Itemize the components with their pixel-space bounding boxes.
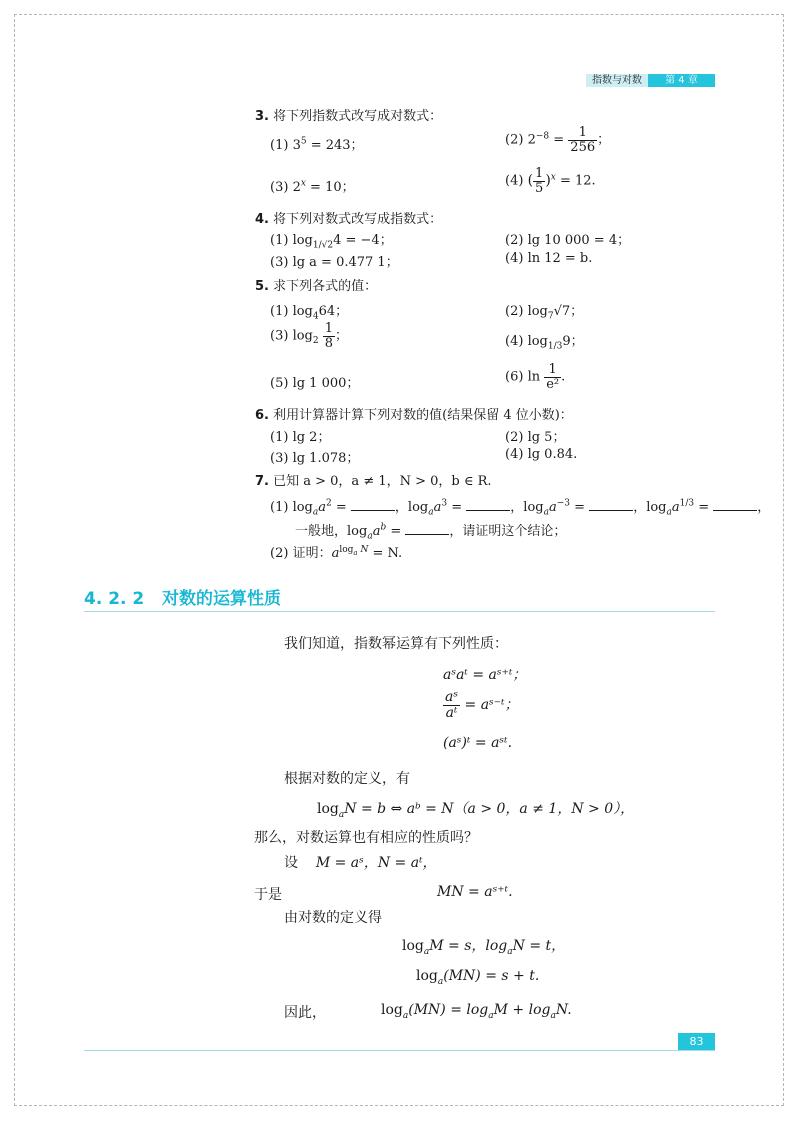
q6-item-3: (3) lg 1.078； (270, 451, 360, 466)
answer-blank[interactable] (713, 498, 757, 511)
section-divider (84, 611, 715, 612)
result-2: $\log_a(MN) = s + t$. (416, 968, 540, 987)
q4-item-4: (4) ln 12 = b. (505, 251, 593, 266)
so-word: 于是 (254, 887, 282, 903)
by-definition: 由对数的定义得 (284, 910, 382, 926)
formula-1: aˢaᵗ = aˢ⁺ᵗ； (443, 667, 527, 683)
so-expr: MN = aˢ⁺ᵗ. (437, 884, 513, 900)
section-heading: 4. 2. 2 对数的运算性质 (84, 589, 282, 609)
q4-item-3: (3) lg a = 0.477 1； (270, 255, 399, 270)
q5-item-2: (2) $\log_7√7$； (505, 304, 584, 322)
formula-2: $\frac{\text{aˢ}}{\text{aᵗ}}$ = aˢ⁻ᵗ； (445, 689, 519, 721)
page-number: 83 (678, 1033, 715, 1050)
running-header (586, 74, 715, 87)
q7-part-2: (2) 证明：$a^{log_a N} = N$. (270, 544, 403, 561)
definition-formula: $\log_aN = b$ ⇔ aᵇ = N（a > 0，a ≠ 1，N > 0）， (317, 801, 635, 820)
q7-part-1-line-2: 一般地，$\log_aa^b$ = ，请证明这个结论； (295, 522, 567, 542)
therefore-word: 因此， (284, 1005, 326, 1021)
q4-item-2: (2) lg 10 000 = 4； (505, 233, 631, 248)
q3-item-4: (4) ( $\frac{1}{5}$ )$^x$ = 12. (505, 166, 596, 196)
answer-blank[interactable] (405, 522, 449, 535)
question-3-title: 3. 将下列指数式改写成对数式： (255, 109, 443, 124)
q3-item-1: (1) $3^5 = 243$； (270, 136, 364, 153)
formula-3: (aˢ)ᵗ = aˢᵗ. (443, 735, 513, 751)
answer-blank[interactable] (351, 498, 395, 511)
question-5-title: 5. 求下列各式的值： (255, 279, 378, 294)
answer-blank[interactable] (466, 498, 510, 511)
definition-intro: 根据对数的定义，有 (284, 771, 410, 787)
header-chapter: 第 4 章 (648, 74, 715, 87)
q5-item-6: (6) ln $\frac{1}{\text{e²}}$ . (505, 362, 566, 392)
header-title: 指数与对数 (586, 74, 648, 87)
fraction: $\frac{\text{aˢ}}{\text{aᵗ}}$ (445, 689, 459, 721)
q6-item-4: (4) lg 0.84. (505, 447, 578, 462)
q6-item-2: (2) lg 5； (505, 430, 566, 445)
result-3: $\log_a(MN) = \log_aM + \log_aN$. (381, 1002, 572, 1021)
question-text: 那么，对数运算也有相应的性质吗？ (254, 830, 478, 846)
question-4-title: 4. 将下列对数式改写成指数式： (255, 212, 443, 227)
q5-item-3: (3) $\log_2$ $\frac{1}{8}$ ； (270, 321, 349, 351)
q4-item-1: (1) $\log_{1/√2}4 = -4$； (270, 233, 393, 251)
q3-item-3: (3) $2^x = 10$； (270, 178, 355, 195)
q6-item-1: (1) lg 2； (270, 430, 331, 445)
answer-blank[interactable] (589, 498, 633, 511)
q5-item-4: (4) $\log_{1/3}9$； (505, 334, 584, 352)
question-7-title: 7. 已知 a > 0，a ≠ 1，N > 0，b ∈ R. (255, 474, 492, 489)
fraction: $\frac{1}{256}$ (570, 125, 596, 155)
fraction: $\frac{1}{8}$ (324, 321, 334, 351)
q5-item-1: (1) $\log_464$； (270, 304, 349, 322)
question-6-title: 6. 利用计算器计算下列对数的值(结果保留 4 位小数)： (255, 408, 573, 423)
let-line: 设 M = aˢ，N = aᵗ， (284, 855, 437, 871)
q5-item-5: (5) lg 1 000； (270, 376, 360, 391)
intro-text: 我们知道，指数幂运算有下列性质： (284, 636, 508, 652)
footer-divider (84, 1050, 715, 1051)
fraction: $\frac{1}{5}$ (535, 166, 544, 196)
q7-part-1-line-1: (1) $\log_aa^2$ = ，$\log_aa^3$ = ，$\log_aa^{-3}$ = ，$\log_aa^{1/3}$ = ， (270, 498, 771, 518)
fraction: $\frac{1}{\text{e²}}$ (546, 362, 560, 392)
q3-item-2: (2) $2^{-8}$ = $\frac{1}{256}$ ； (505, 125, 611, 155)
result-1: $\log_aM = s$，$\log_aN = t$， (402, 938, 566, 957)
